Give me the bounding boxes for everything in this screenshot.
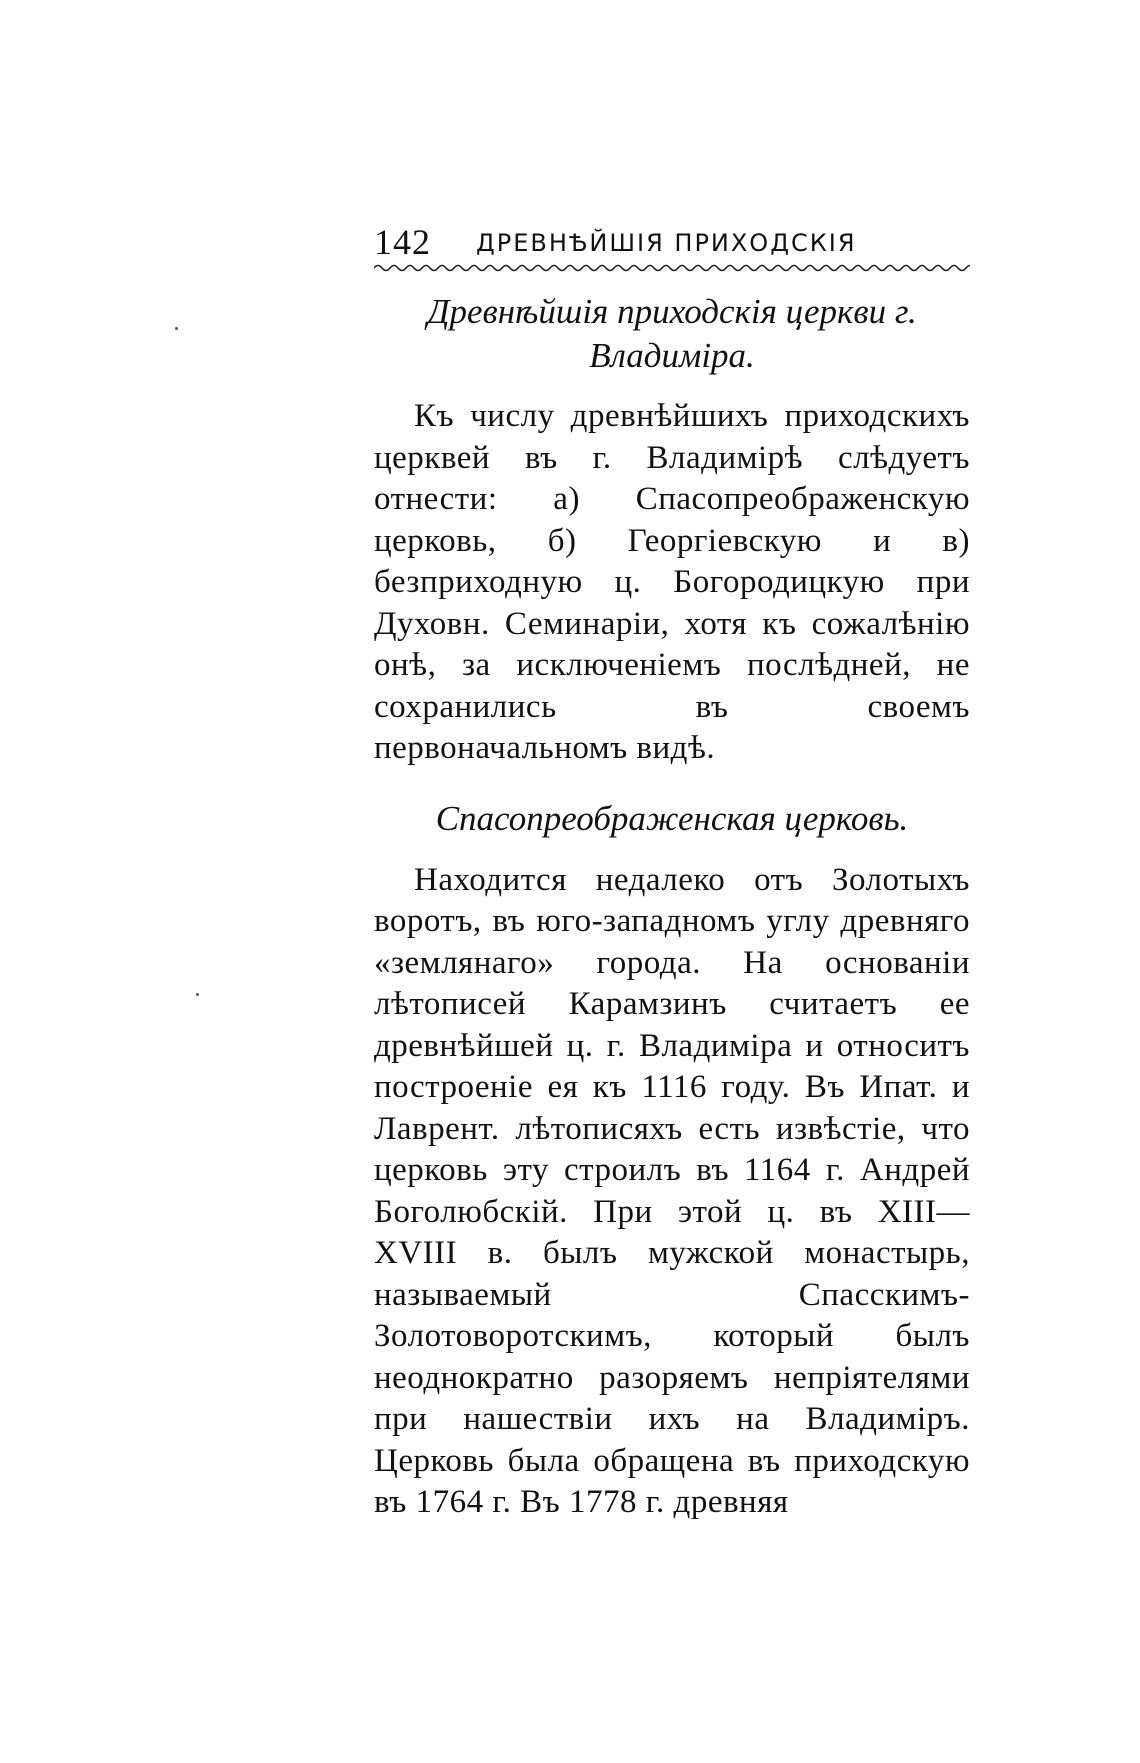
paragraph-intro: Къ числу древнѣйшихъ приходскихъ церквей въ г. Владимірѣ слѣдуетъ отнести: а) Спасопреображенскую церковь, б) Георгіевскую и в) безприходную ц. Богородицкую при Духовн. Семинаріи, хотя къ сожалѣнію онѣ, за исключеніемъ послѣдней, не сохранились въ своемъ первоначальномъ видѣ. xyxy=(374,398,970,766)
page-body xyxy=(374,290,970,1524)
page-header xyxy=(374,222,970,264)
wavy-rule-ornament xyxy=(374,262,970,274)
margin-speck xyxy=(196,993,199,996)
margin-speck xyxy=(175,327,178,330)
section-title-spaso-preobrazhenskaya: Спасопреображенская церковь. xyxy=(435,798,909,838)
section-title-ancient-churches: Древнѣйшія приходскія церкви г. Владиміра. xyxy=(427,292,917,375)
wavy-rule-line xyxy=(374,266,970,271)
page-number: 142 xyxy=(374,222,431,262)
paragraph-spaso-preobrazhenskaya: Находится недалеко отъ Золотыхъ воротъ, въ юго-западномъ углу древняго «землянаго» города. На основаніи лѣтописей Карамзинъ считаетъ ее древнѣйшей ц. г. Владиміра и относитъ построеніе ея къ 1116 году. Въ Ипат. и Лаврент. лѣтописяхъ есть извѣстіе, что церковь эту строилъ въ 1164 г. Андрей Боголюбскій. При этой ц. въ XIII—XVIII в. былъ мужской монастырь, называемый Спасскимъ-Золотоворотскимъ, который былъ неоднократно разоряемъ непріятелями при нашествіи ихъ на Владиміръ. Церковь была обращена въ приходскую въ 1764 г. Въ 1778 г. древняя xyxy=(374,861,970,1520)
running-head: ДРЕВНѢЙШІЯ ПРИХОДСКІЯ xyxy=(476,229,857,257)
